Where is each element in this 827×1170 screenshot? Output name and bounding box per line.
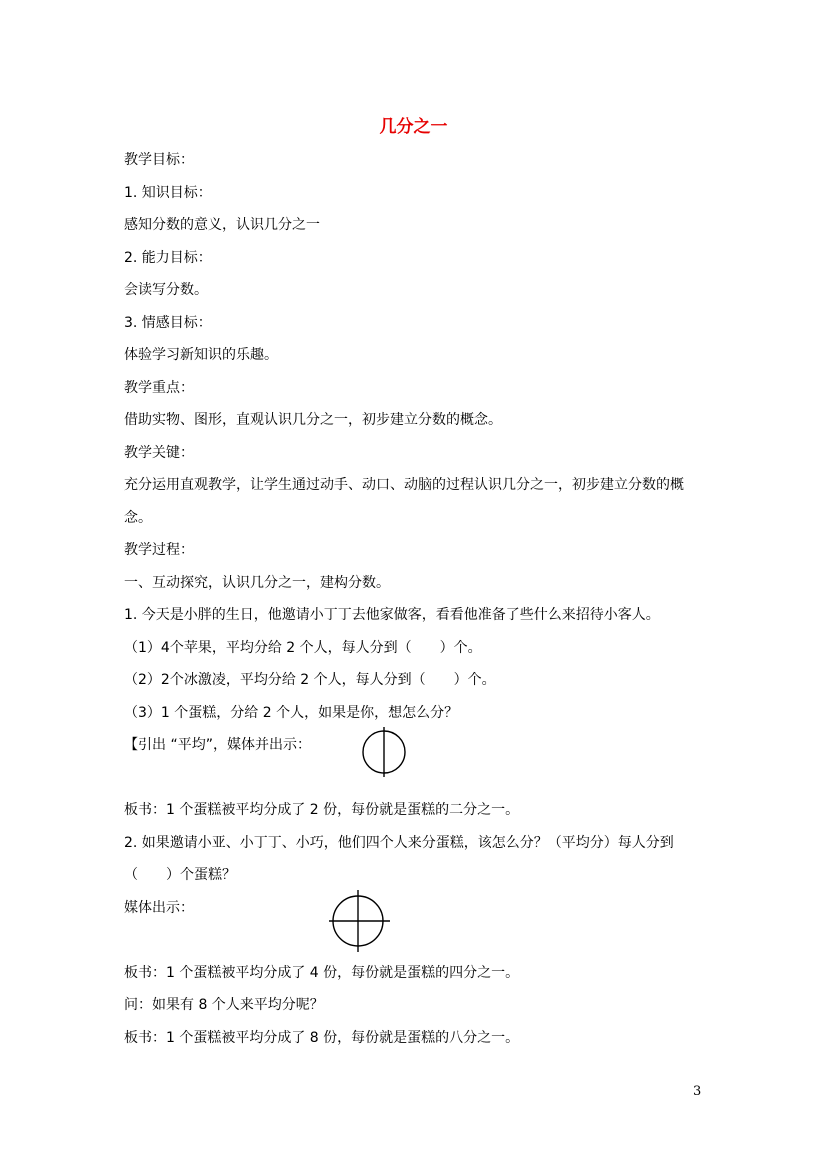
- document-title: 几分之一: [379, 117, 448, 137]
- text-line: 媒体出示：: [124, 900, 194, 916]
- text-line: 念。: [124, 510, 152, 526]
- text-line: 感知分数的意义，认识几分之一: [124, 217, 320, 233]
- text-line: 板书：1 个蛋糕被平均分成了 8 份，每份就是蛋糕的八分之一。: [124, 1030, 520, 1046]
- circle-quarters-figure: [328, 889, 392, 953]
- text-line: （1）4个苹果，平均分给 2 个人，每人分到（ ）个。: [124, 640, 482, 656]
- text-line: （2）2个冰激凌，平均分给 2 个人，每人分到（ ）个。: [124, 672, 496, 688]
- text-line: 1. 今天是小胖的生日，他邀请小丁丁去他家做客，看看他准备了些什么来招待小客人。: [124, 607, 660, 623]
- text-line: 问：如果有 8 个人来平均分呢？: [124, 997, 324, 1013]
- text-line: 1. 知识目标：: [124, 185, 212, 201]
- text-line: 教学重点：: [124, 380, 194, 396]
- text-line: 教学目标：: [124, 152, 194, 168]
- text-line: 借助实物、图形，直观认识几分之一，初步建立分数的概念。: [124, 412, 502, 428]
- text-line: 板书：1 个蛋糕被平均分成了 4 份，每份就是蛋糕的四分之一。: [124, 965, 520, 981]
- text-line: 体验学习新知识的乐趣。: [124, 347, 278, 363]
- text-line: 2. 如果邀请小亚、小丁丁、小巧，他们四个人来分蛋糕，该怎么分？（平均分）每人分到: [124, 835, 674, 851]
- page-number: 3: [693, 1084, 702, 1099]
- text-line: （ ）个蛋糕？: [124, 867, 236, 883]
- text-line: 2. 能力目标：: [124, 250, 212, 266]
- text-line: 教学关键：: [124, 445, 194, 461]
- text-line: 一、互动探究，认识几分之一，建构分数。: [124, 575, 390, 591]
- text-line: 板书：1 个蛋糕被平均分成了 2 份，每份就是蛋糕的二分之一。: [124, 802, 520, 818]
- text-line: 充分运用直观教学，让学生通过动手、动口、动脑的过程认识几分之一，初步建立分数的概: [124, 477, 684, 493]
- circle-halves-figure: [358, 726, 410, 778]
- text-line: （3）1 个蛋糕，分给 2 个人，如果是你，想怎么分？: [124, 705, 459, 721]
- text-line: 会读写分数。: [124, 282, 208, 298]
- text-line: 3. 情感目标：: [124, 315, 212, 331]
- text-line: 教学过程：: [124, 542, 194, 558]
- text-line: 【引出 “平均”，媒体并出示：: [124, 737, 311, 753]
